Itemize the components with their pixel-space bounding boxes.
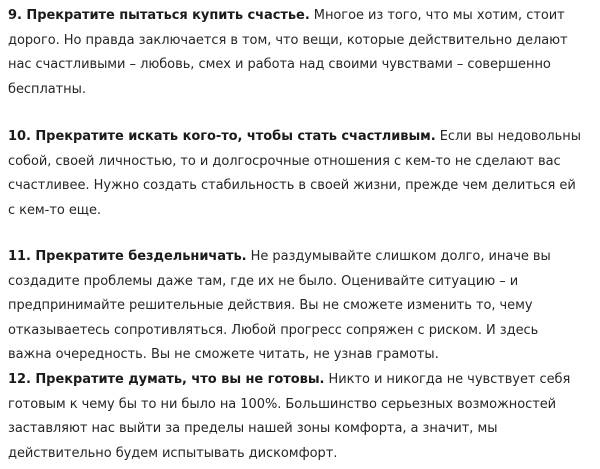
tip-heading: 10. Прекратите искать кого-то, чтобы стать счастливым. [8, 129, 436, 144]
paragraph-line [8, 125, 594, 150]
paragraph-line: отказываетесь сопротивляться. Любой прогресс сопряжен с риском. И здесь [8, 322, 539, 338]
paragraph-line: бесплатны. [8, 81, 86, 97]
tip-text: Никто и никогда не чувствует себя [324, 372, 571, 387]
paragraph-line: заставляют нас выйти за пределы нашей зоны комфорта, а значит, мы [8, 421, 498, 436]
paragraph-line: дорого. Но правда заключается в том, что вещи, которые действительно делают [8, 32, 568, 48]
paragraph-line: готовым к чему бы то ни было на 100%. Большинство серьезных возможностей [8, 396, 557, 412]
tip-heading: 11. Прекратите бездельничать. [8, 249, 247, 264]
tip-paragraph-10 [8, 125, 594, 223]
paragraph-line: создадите проблемы даже там, где их не было. Оценивайте ситуацию – и [8, 273, 519, 289]
tip-text: Не раздумывайте слишком долго, иначе вы [246, 249, 551, 264]
tip-text: Если вы недовольны [435, 129, 581, 144]
tip-paragraph-12 [8, 368, 594, 466]
paragraph-line: действительно будем испытывать дискомфорт. [8, 445, 338, 461]
tip-paragraph-11 [8, 245, 594, 368]
paragraph-line: нас счастливыми – любовь, смех и работа над своими чувствами – совершенно [8, 57, 551, 72]
tip-heading: 9. Прекратите пытаться купить счастье. [8, 8, 310, 23]
paragraph-line [8, 368, 594, 393]
paragraph-line: счастливее. Нужно создать стабильность в своей жизни, прежде чем делиться ей [8, 178, 576, 193]
tip-paragraph-9 [8, 4, 594, 102]
paragraph-line: предпринимайте решительные действия. Вы не сможете изменить то, чему [8, 298, 533, 313]
tip-text: Многое из того, что мы хотим, стоит [309, 8, 565, 23]
tip-heading: 12. Прекратите думать, что вы не готовы. [8, 372, 325, 387]
paragraph-line [8, 245, 594, 270]
paragraph-line [8, 4, 594, 29]
paragraph-line: собой, своей личностью, то и долгосрочные отношения с кем-то не сделают вас [8, 153, 561, 169]
paragraph-line: с кем-то еще. [8, 202, 102, 218]
paragraph-line: важна очередность. Вы не сможете читать, не узнав грамоты. [8, 347, 439, 362]
